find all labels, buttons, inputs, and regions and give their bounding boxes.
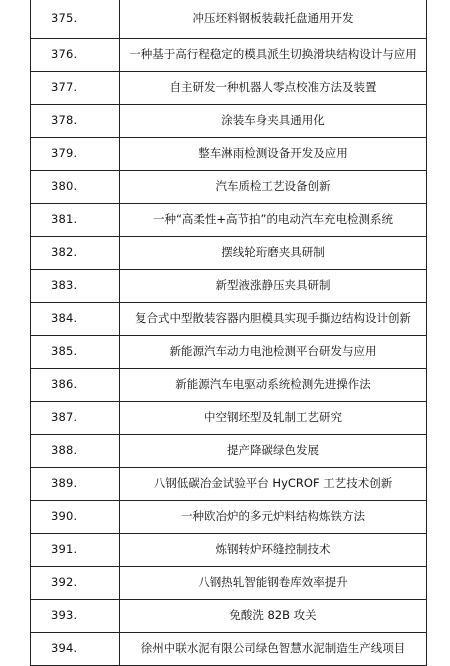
row-number: 393. (31, 600, 120, 633)
row-number: 378. (31, 105, 120, 138)
table-row (31, 39, 427, 72)
row-number: 394. (31, 633, 120, 666)
row-number: 384. (31, 303, 120, 336)
project-title: 新能源汽车电驱动系统检测先进操作法 (120, 369, 427, 402)
document-page (30, 0, 426, 666)
row-number: 380. (31, 171, 120, 204)
project-title: 徐州中联水泥有限公司绿色智慧水泥制造生产线项目 (120, 633, 427, 666)
project-title: 涂装车身夹具通用化 (120, 105, 427, 138)
table-row (31, 501, 427, 534)
project-title: 免酸洗 82B 攻关 (120, 600, 427, 633)
table-row (31, 435, 427, 468)
row-number: 392. (31, 567, 120, 600)
row-number: 388. (31, 435, 120, 468)
table-row (31, 237, 427, 270)
project-table (30, 0, 427, 666)
row-number: 382. (31, 237, 120, 270)
table-row (31, 600, 427, 633)
row-number: 385. (31, 336, 120, 369)
row-number: 387. (31, 402, 120, 435)
project-title: 冲压坯料钢板装载托盘通用开发 (120, 0, 427, 39)
row-number: 390. (31, 501, 120, 534)
table-row (31, 402, 427, 435)
table-row (31, 72, 427, 105)
project-title: 中空钢坯型及轧制工艺研究 (120, 402, 427, 435)
row-number: 386. (31, 369, 120, 402)
table-row (31, 468, 427, 501)
table-row (31, 567, 427, 600)
project-title: 炼钢转炉环缝控制技术 (120, 534, 427, 567)
project-title: 自主研发一种机器人零点校准方法及装置 (120, 72, 427, 105)
project-title: 一种基于高行程稳定的模具派生切换滑块结构设计与应用 (120, 39, 427, 72)
table-row (31, 633, 427, 666)
project-title: 汽车质检工艺设备创新 (120, 171, 427, 204)
project-title: 八钢热轧智能钢卷库效率提升 (120, 567, 427, 600)
project-title: 八钢低碳冶金试验平台 HyCROF 工艺技术创新 (120, 468, 427, 501)
project-title: 摆线轮珩磨夹具研制 (120, 237, 427, 270)
row-number: 377. (31, 72, 120, 105)
table-row (31, 0, 427, 39)
table-row (31, 270, 427, 303)
project-title: 新能源汽车动力电池检测平台研发与应用 (120, 336, 427, 369)
row-number: 381. (31, 204, 120, 237)
project-title: 提产降碳绿色发展 (120, 435, 427, 468)
project-title: 复合式中型散装容器内胆模具实现手撕边结构设计创新 (120, 303, 427, 336)
row-number: 389. (31, 468, 120, 501)
table-row (31, 534, 427, 567)
project-table-body (31, 0, 427, 666)
table-row (31, 336, 427, 369)
table-row (31, 204, 427, 237)
table-row (31, 105, 427, 138)
table-row (31, 138, 427, 171)
table-row (31, 303, 427, 336)
table-row (31, 171, 427, 204)
row-number: 383. (31, 270, 120, 303)
project-title: 一种“高柔性+高节拍”的电动汽车充电检测系统 (120, 204, 427, 237)
project-title: 一种欧冶炉的多元炉料结构炼铁方法 (120, 501, 427, 534)
table-row (31, 369, 427, 402)
row-number: 375. (31, 0, 120, 39)
row-number: 379. (31, 138, 120, 171)
project-title: 新型液涨静压夹具研制 (120, 270, 427, 303)
row-number: 391. (31, 534, 120, 567)
row-number: 376. (31, 39, 120, 72)
project-title: 整车淋雨检测设备开发及应用 (120, 138, 427, 171)
